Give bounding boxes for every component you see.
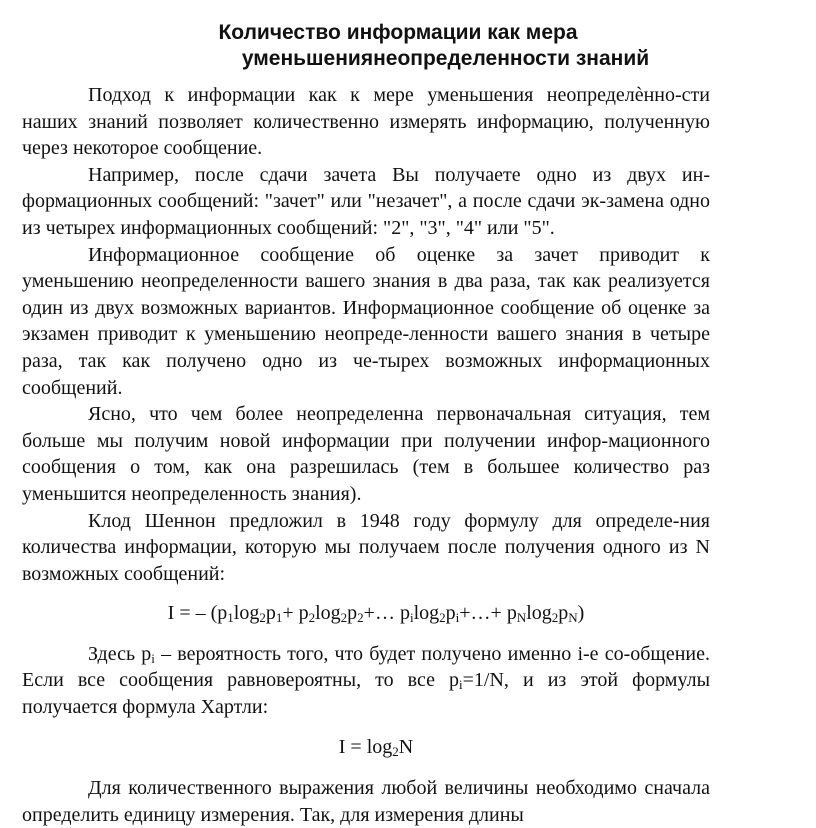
paragraph-shannon: Клод Шеннон предложил в 1948 году формулу для определе-ния количества информации, которую мы получаем после получения одного из N возможных сообщений: [22, 509, 710, 585]
title-line-2: уменьшениянеопределенности знаний [241, 47, 650, 70]
paragraph-clear: Ясно, что чем более неопределенна первоначальная ситуация, тем больше мы получим новой информации при получении инфор-мационного сообщения о том, как она разрешилась (тем в большее количество раз уменьшится неопределенность знания). [22, 403, 710, 505]
document-body [22, 82, 710, 828]
shannon-formula: I = – ($p_1\log_2p_1+$ $p_2\log_2p_2+\dots$ $p_i\log_2p_i+\dots+ p_N\log_2p_N$) [167, 602, 585, 626]
paragraph-example: Например, после сдачи зачета Вы получаете одно из двух ин-формационных сообщений: "зачет" или "незачет", а после сдачи эк-замена одно из четырех информационных сообщений: "2", "3", "4" или "5". [22, 163, 710, 239]
paragraph-probability: Здесь $p_i$ – вероятность того, что будет получено именно i-е со-общение. Если все сообщения равновероятны, то все $p_i=1/N$, и из этой формулы получается формула Хартли: [22, 642, 711, 719]
paragraph-uncertainty: Информационное сообщение об оценке за зачет приводит к уменьшению неопределенности вашего знания в два раза, так как реализуется один из двух возможных вариантов. Информационное сообщение об оценке за экзамен приводит к уменьшению неопреде-ленности вашего знания в четыре раза, так как получено одно из че-тырех возможных информационных сообщений. [22, 243, 710, 399]
paragraph-approach: Подход к информации как к мере уменьшения неопределѐнно-сти наших знаний позволяет количественно измерять информацию, полученную через некоторое сообщение. [22, 84, 710, 160]
paragraph-units: Для количественного выражения любой величины необходимо сначала определить единицу измерения. Так, для измерения длины [22, 777, 710, 826]
hartley-formula: $I = \log_2N$ [338, 735, 414, 759]
title-line-1: Количество информации как мера [218, 21, 578, 44]
document-title [0, 20, 816, 72]
